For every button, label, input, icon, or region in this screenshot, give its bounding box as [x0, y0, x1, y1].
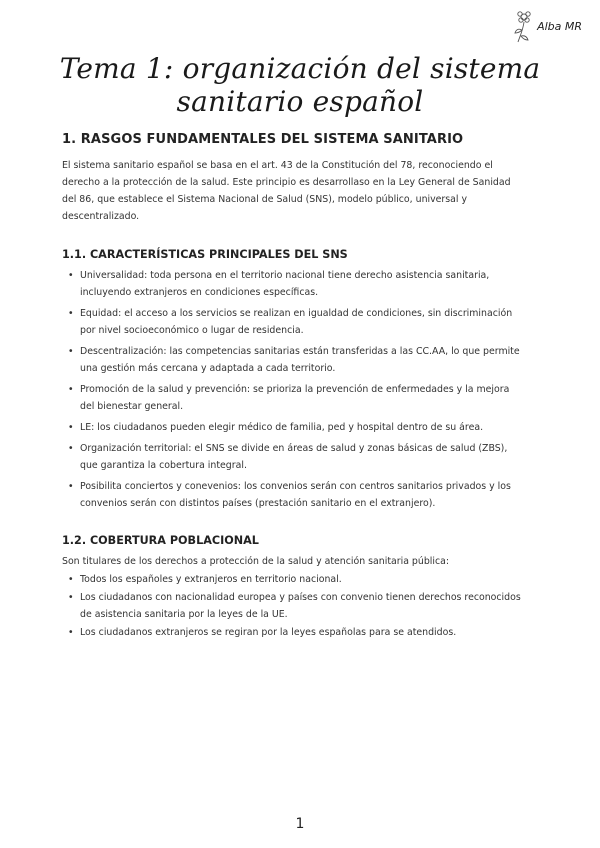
list-item: • Universalidad: toda persona en el territorio nacional tiene derecho asistencia sanitaria, incluyendo extranjeros en condiciones específicas.	[62, 267, 522, 301]
section-1-paragraph: El sistema sanitario español se basa en el art. 43 de la Constitución del 78, reconociendo el derecho a la protección de la salud. Este principio es desarrollaso en la Ley General de Sanidad del 86, que establece el Sistema Nacional de Salud (SNS), modelo público, universal y descentralizado.	[62, 160, 511, 222]
section-heading-1-1: 1.1. CARACTERÍSTICAS PRINCIPALES DEL SNS	[62, 248, 348, 261]
list-item: • Los ciudadanos con nacionalidad europea y países con convenio tienen derechos reconocidos de asistencia sanitaria por la leyes de la UE.	[62, 589, 522, 623]
section-heading-1: 1. RASGOS FUNDAMENTALES DEL SISTEMA SANITARIO	[62, 132, 464, 147]
logo-text: Alba MR	[537, 20, 582, 33]
page-number: 1	[295, 816, 305, 832]
list-item: • Equidad: el acceso a los servicios se realizan en igualdad de condiciones, sin discriminación por nivel socioeconómico o lugar de residencia.	[62, 305, 522, 339]
list-item: • Descentralización: las competencias sanitarias están transferidas a las CC.AA, lo que permite una gestión más cercana y adaptada a cada territorio.	[62, 343, 522, 377]
author-logo	[510, 8, 582, 48]
list-item: • Los ciudadanos extranjeros se regiran por la leyes españolas para se atendidos.	[62, 624, 522, 641]
coverage-intro: Son titulares de los derechos a protección de la salud y atención sanitaria pública:	[62, 556, 450, 567]
list-item: • Todos los españoles y extranjeros en territorio nacional.	[62, 571, 522, 588]
list-item: • LE: los ciudadanos pueden elegir médico de familia, ped y hospital dentro de su área.	[62, 419, 522, 436]
characteristics-list	[62, 267, 522, 512]
page-title: Tema 1: organización del sistema sanitario español	[59, 52, 541, 118]
flower-icon	[510, 8, 540, 48]
document-body	[62, 132, 522, 663]
coverage-list	[62, 571, 522, 641]
list-item: • Organización territorial: el SNS se divide en áreas de salud y zonas básicas de salud (ZBS), que garantiza la cobertura integral.	[62, 440, 522, 474]
section-heading-1-2: 1.2. COBERTURA POBLACIONAL	[62, 534, 259, 547]
list-item: • Posibilita conciertos y conevenios: los convenios serán con centros sanitarios privados y los convenios serán con distintos países (prestación sanitario en el extranjero).	[62, 478, 522, 512]
list-item: • Promoción de la salud y prevención: se prioriza la prevención de enfermedades y la mejora del bienestar general.	[62, 381, 522, 415]
